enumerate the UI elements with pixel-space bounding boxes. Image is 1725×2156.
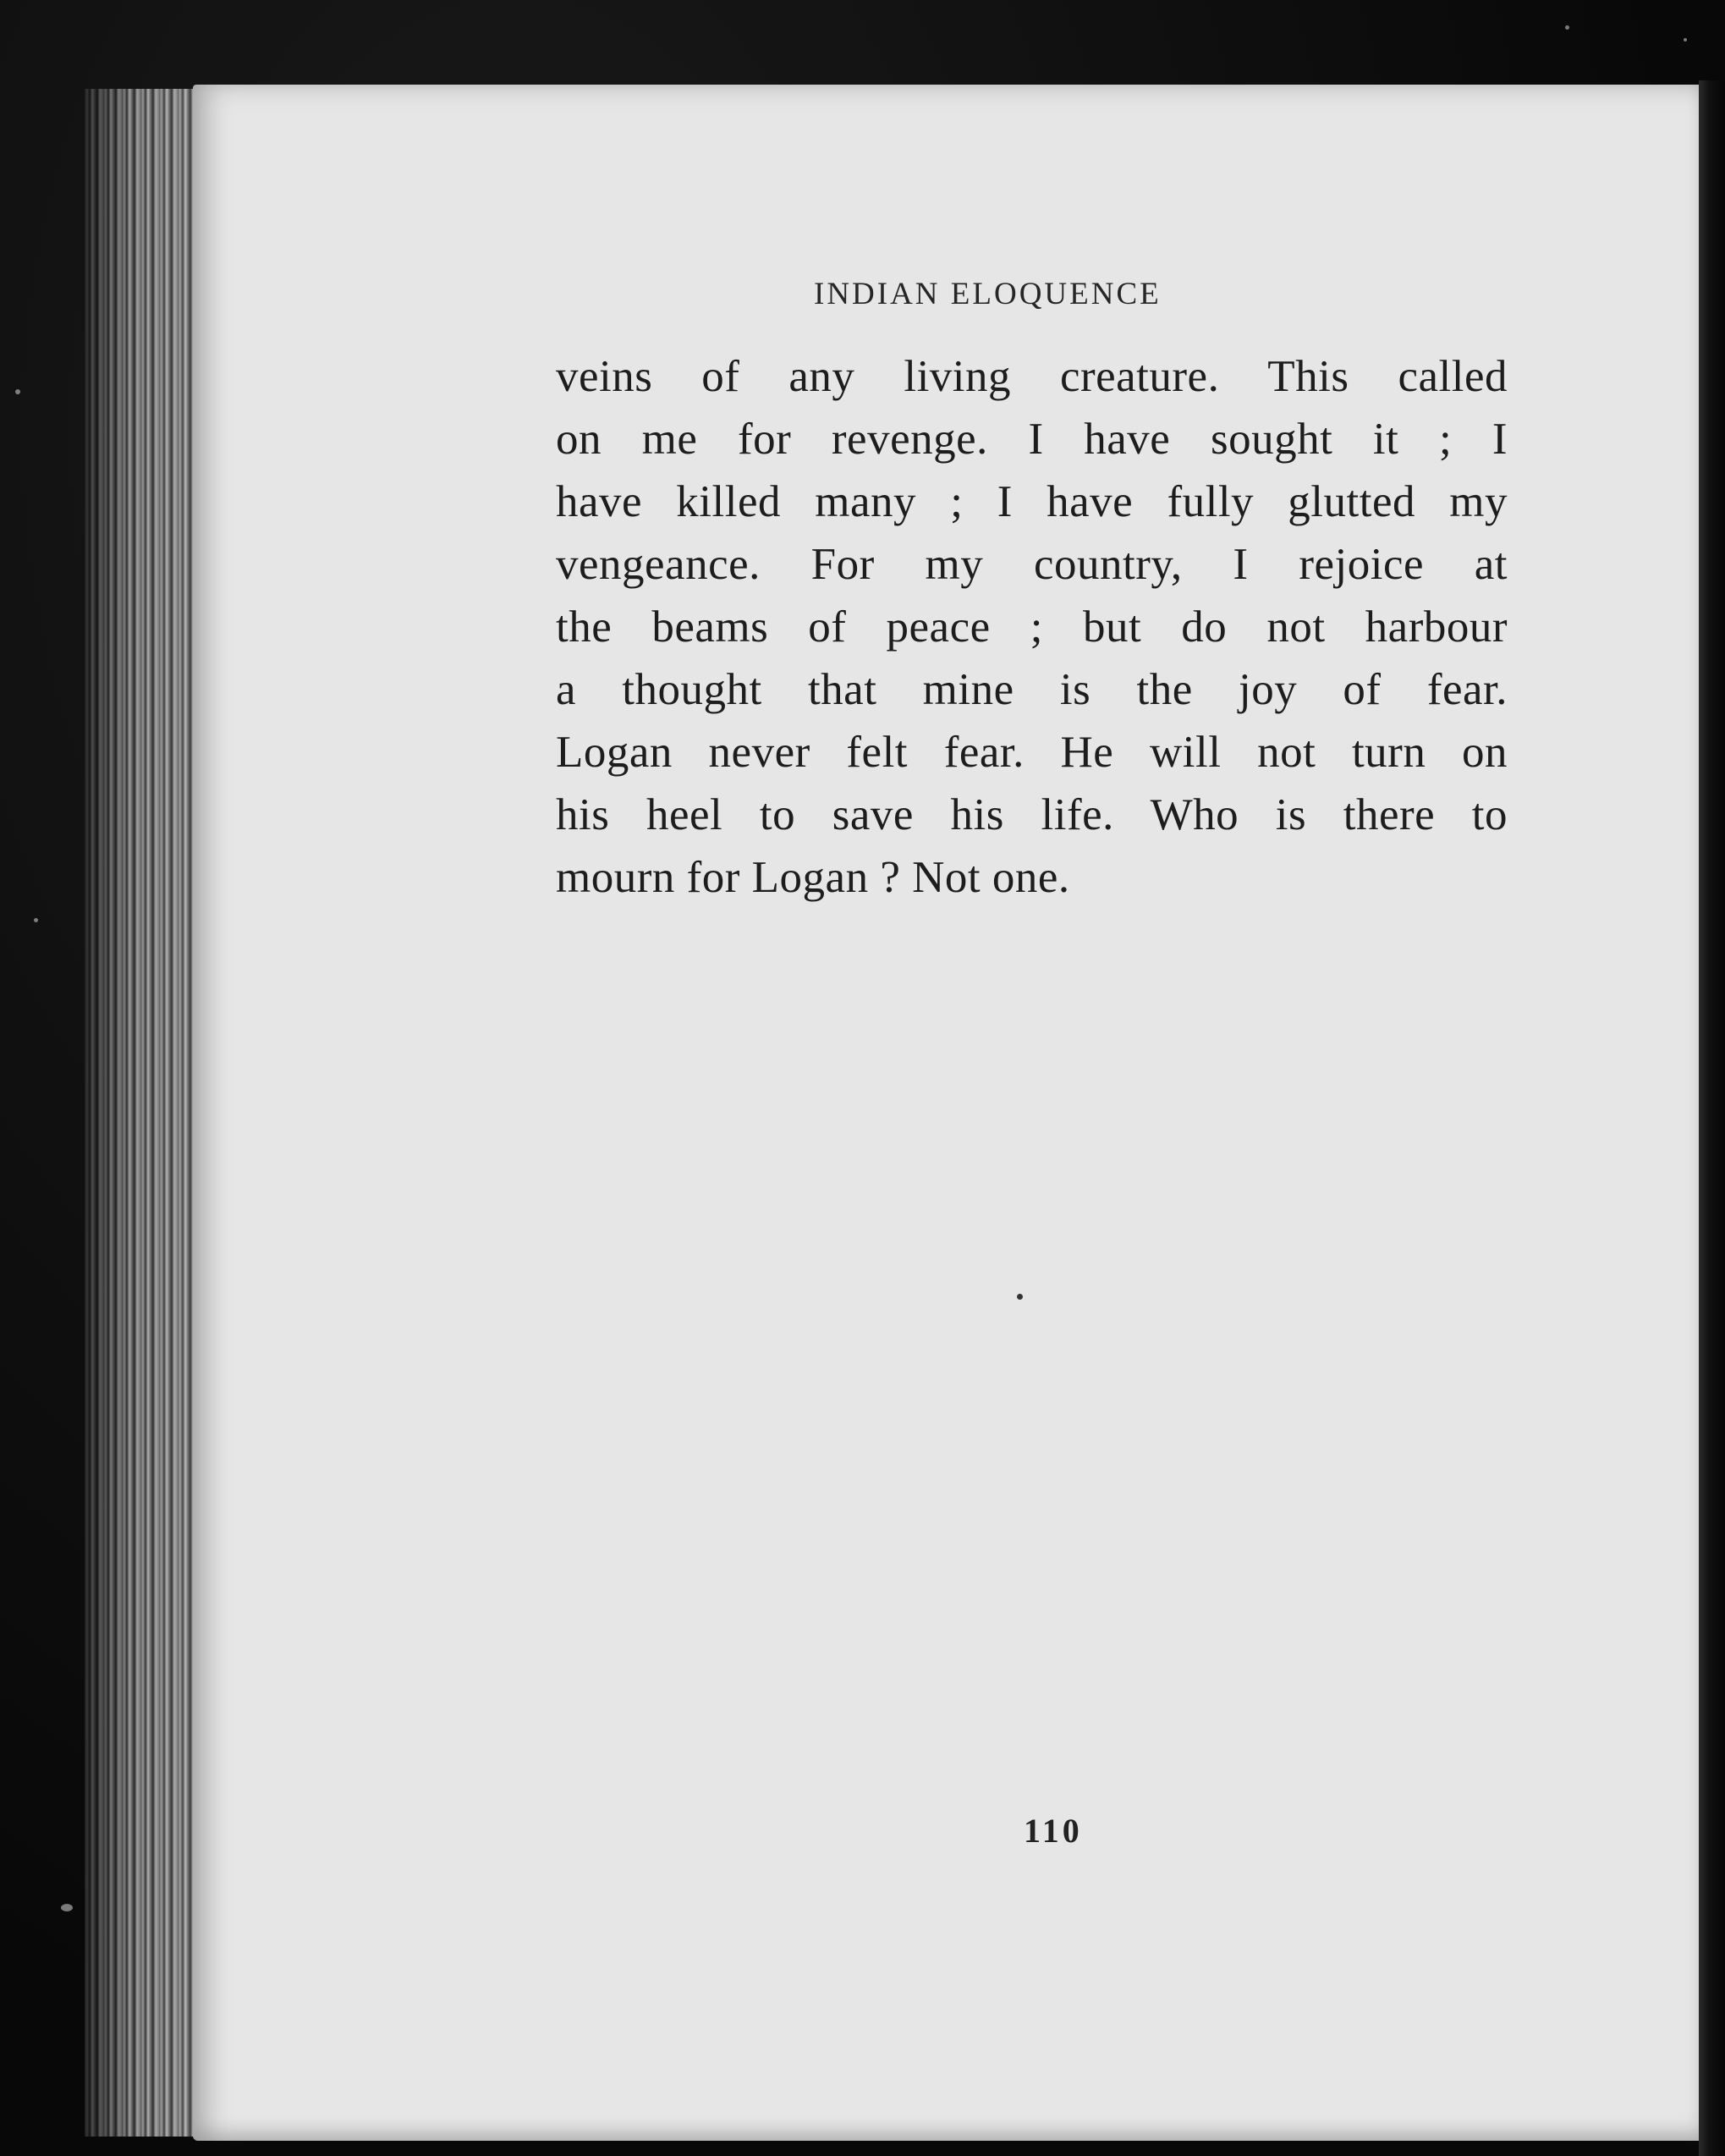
text-line: mourn for Logan ? Not one. — [556, 853, 1070, 902]
text-line: veins of any living creature. This called — [556, 352, 1508, 401]
text-line: on me for revenge. I have sought it ; I — [556, 415, 1508, 464]
dust-speck — [1565, 25, 1569, 30]
ink-dot — [1017, 1294, 1023, 1300]
dust-speck — [1684, 38, 1687, 41]
book-right-edge — [1699, 80, 1725, 2156]
body-text — [556, 345, 1508, 909]
page-number: 110 — [1024, 1812, 1083, 1850]
text-line: have killed many ; I have fully glutted my — [556, 477, 1508, 526]
dust-speck — [34, 918, 38, 922]
running-head: INDIAN ELOQUENCE — [814, 277, 1162, 311]
text-line: Logan never felt fear. He will not turn on — [556, 728, 1508, 777]
dust-speck — [61, 1904, 73, 1911]
text-line: his heel to save his life. Who is there to — [556, 790, 1508, 839]
text-line: a thought that mine is the joy of fear. — [556, 665, 1508, 714]
dust-speck — [15, 389, 20, 394]
text-line: vengeance. For my country, I rejoice at — [556, 540, 1508, 589]
text-line: the beams of peace ; but do not harbour — [556, 602, 1508, 652]
